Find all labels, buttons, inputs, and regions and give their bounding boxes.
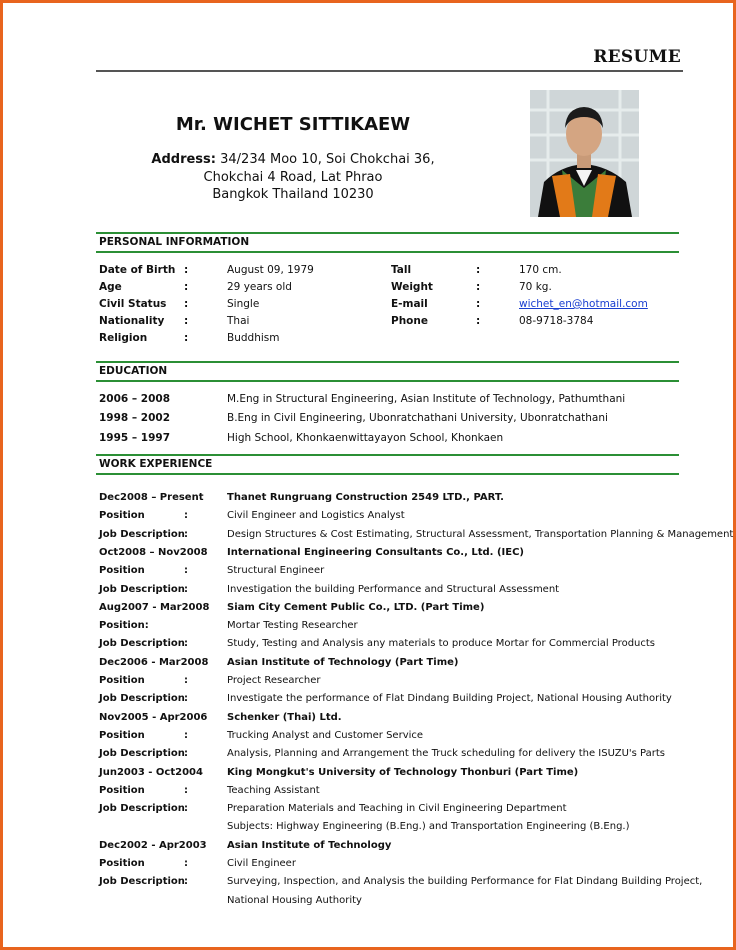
work-row-value: Surveying, Inspection, and Analysis the building Performance for Flat Dindang Building Project, [227,876,703,887]
work-employer: Asian Institute of Technology (Part Time) [227,657,459,668]
work-row-colon: : [184,693,188,704]
nationality-value: Thai [227,315,250,327]
work-row-label: Job Description [99,584,185,595]
work-row-label: Dec2008 – Present [99,492,204,503]
education-years: 1998 – 2002 [99,412,171,424]
address-label: Address: [151,152,216,167]
work-row-label: Dec2002 - Apr2003 [99,840,207,851]
education-years: 1995 – 1997 [99,432,171,444]
work-row-colon: : [184,748,188,759]
work-row-label: Job Description [99,693,185,704]
work-row-label: Position: [99,620,149,631]
work-row-colon: : [184,584,188,595]
work-row-label: Job Description [99,803,185,814]
section-rule-work-bottom [96,473,679,475]
section-title-personal: PERSONAL INFORMATION [99,236,250,248]
work-employer: International Engineering Consultants Co., Ltd. (IEC) [227,547,524,558]
nationality-label: Nationality [99,315,165,327]
religion-value: Buddhism [227,332,280,344]
section-rule-education-bottom [96,380,679,382]
work-row-value: Investigation the building Performance and Structural Assessment [227,584,560,595]
weight-label: Weight [391,281,433,293]
work-row-colon: : [184,858,188,869]
section-rule-personal-top [96,232,679,234]
phone-colon: : [476,315,481,327]
work-row-colon: : [184,785,188,796]
age-colon: : [184,281,189,293]
age-value: 29 years old [227,281,292,293]
work-row-label: Nov2005 - Apr2006 [99,712,208,723]
work-row-value: Mortar Testing Researcher [227,620,358,631]
dob-colon: : [184,264,189,276]
work-employer: Schenker (Thai) Ltd. [227,712,342,723]
work-row-value: Project Researcher [227,675,321,686]
resume-label: RESUME [593,47,681,67]
work-employer: Thanet Rungruang Construction 2549 LTD., PART. [227,492,504,503]
work-row-value: Teaching Assistant [227,785,320,796]
weight-value: 70 kg. [519,281,552,293]
work-row-label: Dec2006 - Mar2008 [99,657,209,668]
work-row-colon: : [184,675,188,686]
education-desc: High School, Khonkaenwittayayon School, Khonkaen [227,432,504,444]
tall-colon: : [476,264,481,276]
civil-status-label: Civil Status [99,298,167,310]
section-title-work: WORK EXPERIENCE [99,458,213,470]
education-desc: B.Eng in Civil Engineering, Ubonratchathani University, Ubonratchathani [227,412,608,424]
section-rule-work-top [96,454,679,456]
top-divider [96,70,683,72]
weight-colon: : [476,281,481,293]
address-line-1 [96,152,490,167]
work-row-colon: : [184,565,188,576]
work-row-value: Design Structures & Cost Estimating, Structural Assessment, Transportation Planning & Management [227,529,734,540]
work-row-value: Preparation Materials and Teaching in Civil Engineering Department [227,803,567,814]
work-row-value: National Housing Authority [227,895,362,906]
work-row-label: Aug2007 - Mar2008 [99,602,210,613]
email-label: E-mail [391,298,428,310]
work-row-label: Position [99,510,145,521]
phone-label: Phone [391,315,428,327]
work-row-value: Civil Engineer [227,858,296,869]
candidate-name: Mr. WICHET SITTIKAEW [175,114,411,135]
work-row-label: Position [99,675,145,686]
work-row-colon: : [184,638,188,649]
dob-value: August 09, 1979 [227,264,314,276]
work-row-label: Jun2003 - Oct2004 [99,767,203,778]
work-row-label: Job Description [99,748,185,759]
age-label: Age [99,281,122,293]
civil-status-colon: : [184,298,189,310]
work-row-colon: : [184,510,188,521]
work-row-colon: : [184,529,188,540]
phone-value: 08-9718-3784 [519,315,594,327]
work-row-label: Position [99,785,145,796]
email-link[interactable]: wichet_en@hotmail.com [519,298,648,310]
work-row-label: Job Description [99,876,185,887]
work-row-colon: : [184,803,188,814]
civil-status-value: Single [227,298,260,310]
work-row-label: Job Description [99,529,185,540]
work-row-value: Trucking Analyst and Customer Service [227,730,424,741]
section-rule-personal-bottom [96,251,679,253]
section-title-education: EDUCATION [99,365,168,377]
profile-photo [530,90,639,217]
section-rule-education-top [96,361,679,363]
work-employer: Asian Institute of Technology [227,840,392,851]
education-desc: M.Eng in Structural Engineering, Asian Institute of Technology, Pathumthani [227,393,626,405]
work-row-value: Civil Engineer and Logistics Analyst [227,510,405,521]
tall-value: 170 cm. [519,264,562,276]
work-row-label: Position [99,858,145,869]
work-row-value: Analysis, Planning and Arrangement the Truck scheduling for delivery the ISUZU's Parts [227,748,665,759]
address-text-1: 34/234 Moo 10, Soi Chokchai 36, [220,152,435,167]
work-row-label: Position [99,730,145,741]
work-employer: Siam City Cement Public Co., LTD. (Part Time) [227,602,485,613]
work-row-value: Structural Engineer [227,565,325,576]
address-line-3: Bangkok Thailand 10230 [212,187,374,202]
dob-label: Date of Birth [99,264,176,276]
email-colon: : [476,298,481,310]
religion-colon: : [184,332,189,344]
tall-label: Tall [391,264,412,276]
address-line-2: Chokchai 4 Road, Lat Phrao [203,170,383,185]
work-row-colon: : [184,730,188,741]
religion-label: Religion [99,332,148,344]
work-row-value: Subjects: Highway Engineering (B.Eng.) and Transportation Engineering (B.Eng.) [227,821,630,832]
work-row-label: Position [99,565,145,576]
education-years: 2006 – 2008 [99,393,171,405]
work-row-colon: : [184,876,188,887]
work-row-value: Study, Testing and Analysis any materials to produce Mortar for Commercial Products [227,638,656,649]
work-row-label: Job Description [99,638,185,649]
work-row-label: Oct2008 – Nov2008 [99,547,208,558]
work-row-value: Investigate the performance of Flat Dindang Building Project, National Housing Authority [227,693,672,704]
work-employer: King Mongkut's University of Technology Thonburi (Part Time) [227,767,579,778]
nationality-colon: : [184,315,189,327]
